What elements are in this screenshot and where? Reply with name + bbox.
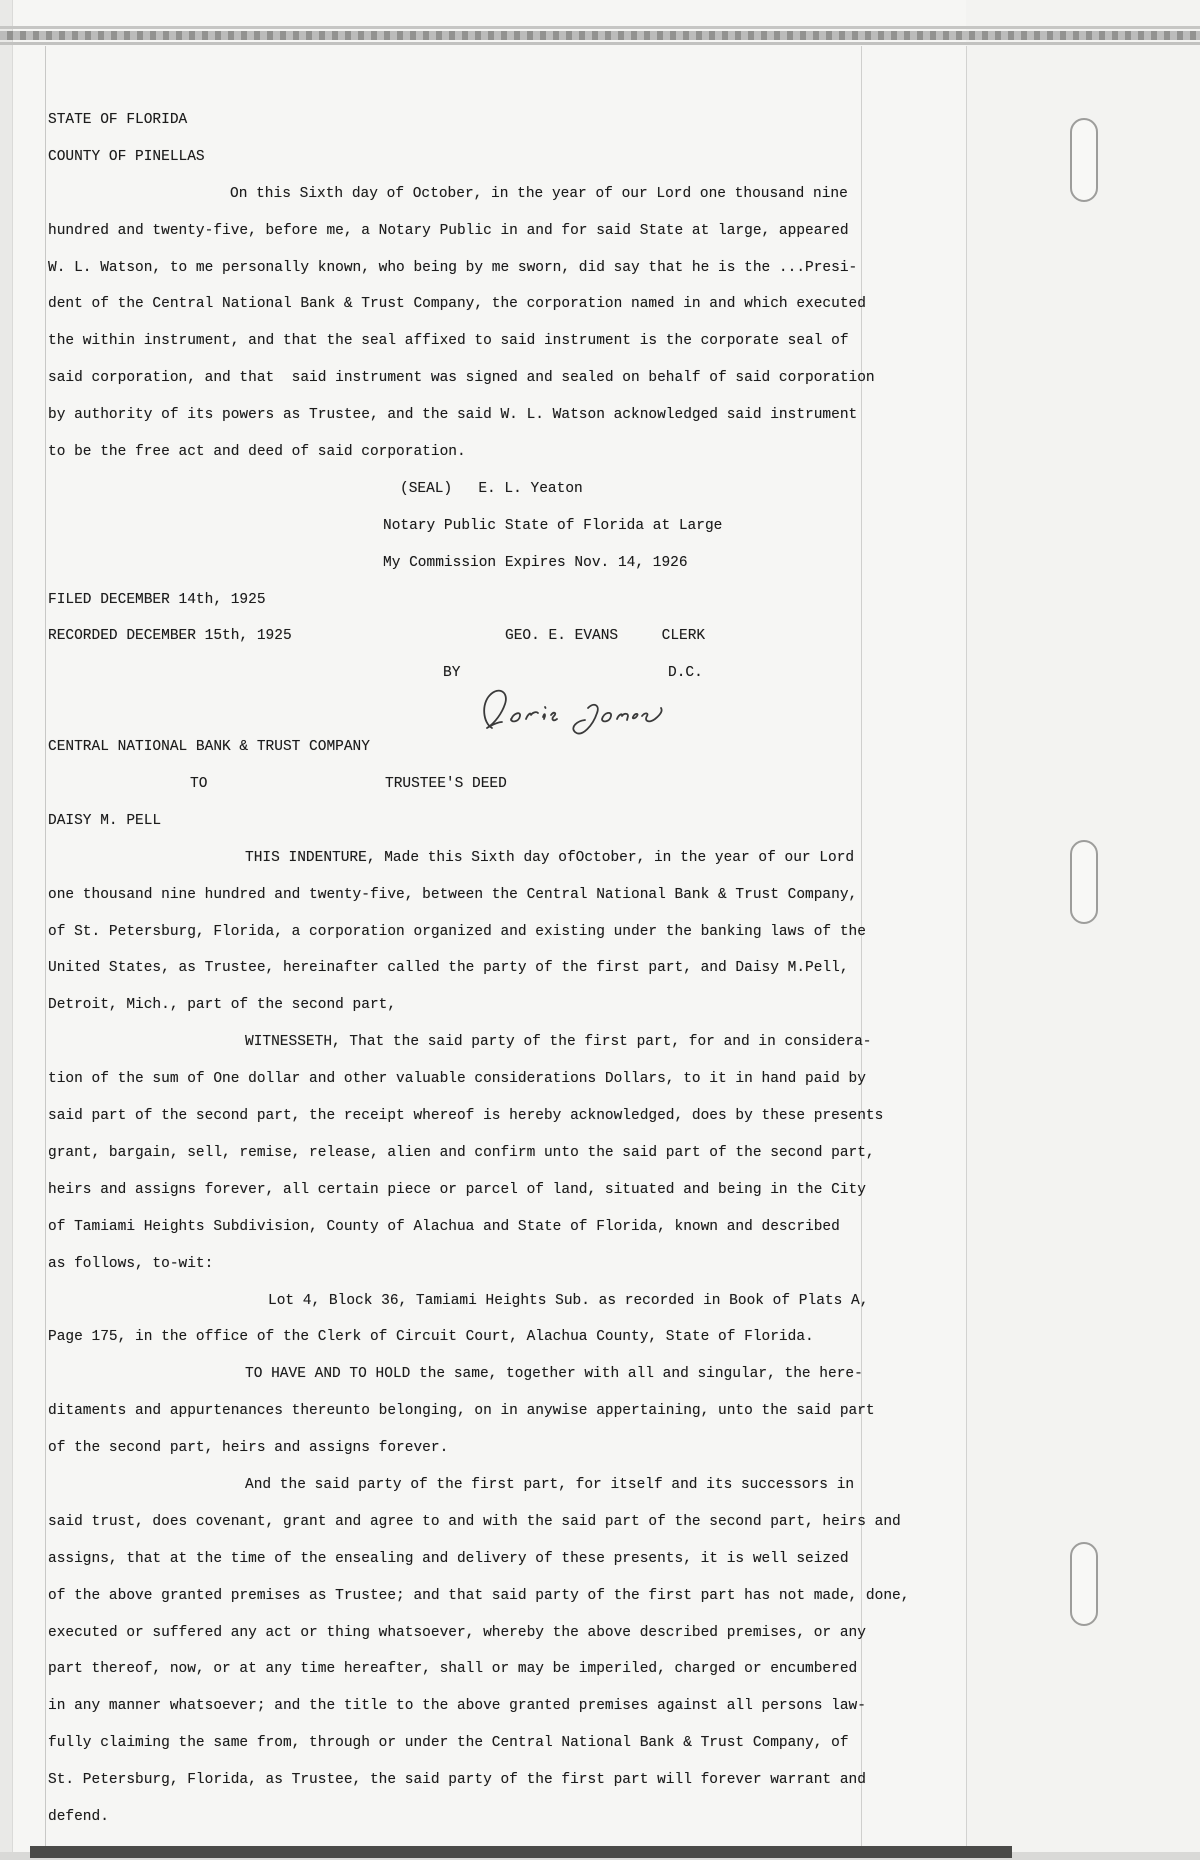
text-segment: assigns, that at the time of the ensealing and delivery of these presents, it is well seized [48, 1550, 849, 1567]
text-segment: CENTRAL NATIONAL BANK & TRUST COMPANY [48, 739, 370, 756]
text-segment: executed or suffered any act or thing whatsoever, whereby the above described premises, or any [48, 1624, 866, 1641]
text-line [0, 1726, 1200, 1763]
text-segment: TO HAVE AND TO HOLD the same, together with all and singular, the here- [245, 1366, 863, 1383]
text-line [0, 693, 1200, 730]
text-line [0, 1173, 1200, 1210]
text-line [0, 1652, 1200, 1689]
text-segment: tion of the sum of One dollar and other valuable considerations Dollars, to it in hand paid by [48, 1071, 866, 1088]
text-line [0, 177, 1200, 214]
text-segment: Lot 4, Block 36, Tamiami Heights Sub. as recorded in Book of Plats A, [268, 1292, 869, 1309]
text-segment: And the said party of the first part, for itself and its successors in [245, 1476, 855, 1493]
text-line [0, 214, 1200, 251]
text-segment: My Commission Expires Nov. 14, 1926 [383, 554, 688, 571]
text-segment: the within instrument, and that the seal affixed to said instrument is the corporate seal of [48, 333, 849, 350]
text-segment: of the above granted premises as Trustee; and that said party of the first part has not made, done, [48, 1587, 910, 1604]
text-segment: defend. [48, 1808, 109, 1825]
text-line [0, 767, 1200, 804]
text-line [0, 1247, 1200, 1284]
text-segment: THIS INDENTURE, Made this Sixth day ofOctober, in the year of our Lord [245, 849, 855, 866]
text-line [0, 1431, 1200, 1468]
text-line [0, 1099, 1200, 1136]
text-segment: one thousand nine hundred and twenty-five, between the Central National Bank & Trust Company, [48, 886, 858, 903]
text-segment: BY [443, 665, 461, 682]
text-segment: by authority of its powers as Trustee, and the said W. L. Watson acknowledged said instrument [48, 407, 858, 424]
text-line [0, 1062, 1200, 1099]
text-segment: DAISY M. PELL [48, 812, 162, 829]
text-line [0, 1136, 1200, 1173]
text-line [0, 583, 1200, 620]
text-line [0, 398, 1200, 435]
text-line [0, 878, 1200, 915]
text-segment: ditaments and appurtenances thereunto belonging, on in anywise appertaining, unto the said part [48, 1403, 875, 1420]
text-line [0, 287, 1200, 324]
text-line [0, 1210, 1200, 1247]
text-line [0, 1579, 1200, 1616]
bottom-bar [30, 1846, 1012, 1858]
text-line [0, 951, 1200, 988]
text-segment: STATE OF FLORIDA [48, 112, 188, 128]
text-line [0, 1505, 1200, 1542]
text-segment: United States, as Trustee, hereinafter called the party of the first part, and Daisy M.Pell, [48, 960, 849, 977]
text-line [0, 988, 1200, 1025]
text-line [0, 915, 1200, 952]
top-band-stripe [0, 31, 1200, 40]
text-segment: Notary Public State of Florida at Large [383, 517, 723, 534]
text-segment: said corporation, and that said instrument was signed and sealed on behalf of said corporation [48, 370, 875, 387]
text-segment: St. Petersburg, Florida, as Trustee, the said party of the first part will forever warrant and [48, 1772, 866, 1789]
text-segment: fully claiming the same from, through or under the Central National Bank & Trust Company, of [48, 1735, 849, 1752]
text-segment: grant, bargain, sell, remise, release, alien and confirm unto the said part of the second part, [48, 1144, 875, 1161]
text-segment: Detroit, Mich., part of the second part, [48, 997, 397, 1014]
text-line [0, 509, 1200, 546]
text-segment: heirs and assigns forever, all certain piece or parcel of land, situated and being in the City [48, 1181, 866, 1198]
text-segment: FILED DECEMBER 14th, 1925 [48, 591, 266, 608]
text-line [0, 1763, 1200, 1800]
top-band-stripe [0, 42, 1200, 45]
text-line [0, 1394, 1200, 1431]
text-line [0, 656, 1200, 693]
text-segment: said trust, does covenant, grant and agree to and with the said part of the second part, heirs and [48, 1513, 901, 1530]
text-line [0, 1320, 1200, 1357]
text-line [0, 472, 1200, 509]
text-segment: as follows, to-wit: [48, 1255, 214, 1272]
text-segment: COUNTY OF PINELLAS [48, 148, 205, 165]
text-line [0, 140, 1200, 177]
text-segment: of the second part, heirs and assigns forever. [48, 1440, 449, 1457]
text-line [0, 1689, 1200, 1726]
text-line [0, 546, 1200, 583]
text-line [0, 1284, 1200, 1321]
text-segment: RECORDED DECEMBER 15th, 1925 [48, 628, 292, 645]
text-segment: of Tamiami Heights Subdivision, County of Alachua and State of Florida, known and described [48, 1218, 840, 1235]
text-segment: hundred and twenty-five, before me, a Notary Public in and for said State at large, appeared [48, 222, 849, 239]
text-line [0, 324, 1200, 361]
text-segment: GEO. E. EVANS CLERK [505, 628, 706, 645]
text-segment: to be the free act and deed of said corporation. [48, 444, 466, 461]
text-segment: On this Sixth day of October, in the year of our Lord one thousand nine [230, 185, 848, 202]
text-segment: said part of the second part, the receipt whereof is hereby acknowledged, does by these presents [48, 1108, 884, 1125]
text-line [0, 804, 1200, 841]
text-segment: WITNESSETH, That the said party of the first part, for and in considera- [245, 1034, 872, 1051]
top-band-stripe [0, 26, 1200, 29]
document-text [0, 103, 1200, 1837]
text-segment: Page 175, in the office of the Clerk of Circuit Court, Alachua County, State of Florida. [48, 1329, 814, 1346]
text-line [0, 1616, 1200, 1653]
text-line [0, 251, 1200, 288]
text-line [0, 841, 1200, 878]
text-line [0, 1357, 1200, 1394]
text-segment: in any manner whatsoever; and the title to the above granted premises against all persons law- [48, 1698, 866, 1715]
text-segment: dent of the Central National Bank & Trust Company, the corporation named in and which executed [48, 296, 866, 313]
text-segment: (SEAL) E. L. Yeaton [400, 480, 583, 497]
text-segment: W. L. Watson, to me personally known, who being by me sworn, did say that he is the ...Presi- [48, 259, 858, 276]
text-line [0, 730, 1200, 767]
text-segment: D.C. [668, 665, 703, 682]
text-line [0, 1800, 1200, 1837]
text-segment: part thereof, now, or at any time hereafter, shall or may be imperiled, charged or encumbered [48, 1661, 858, 1678]
text-segment: TO [190, 776, 208, 793]
text-line [0, 1025, 1200, 1062]
text-line [0, 435, 1200, 472]
text-segment: of St. Petersburg, Florida, a corporation organized and existing under the banking laws of the [48, 923, 866, 940]
text-line [0, 361, 1200, 398]
text-line [0, 103, 1200, 140]
text-line [0, 1542, 1200, 1579]
text-line [0, 1468, 1200, 1505]
text-segment: TRUSTEE'S DEED [385, 776, 507, 793]
